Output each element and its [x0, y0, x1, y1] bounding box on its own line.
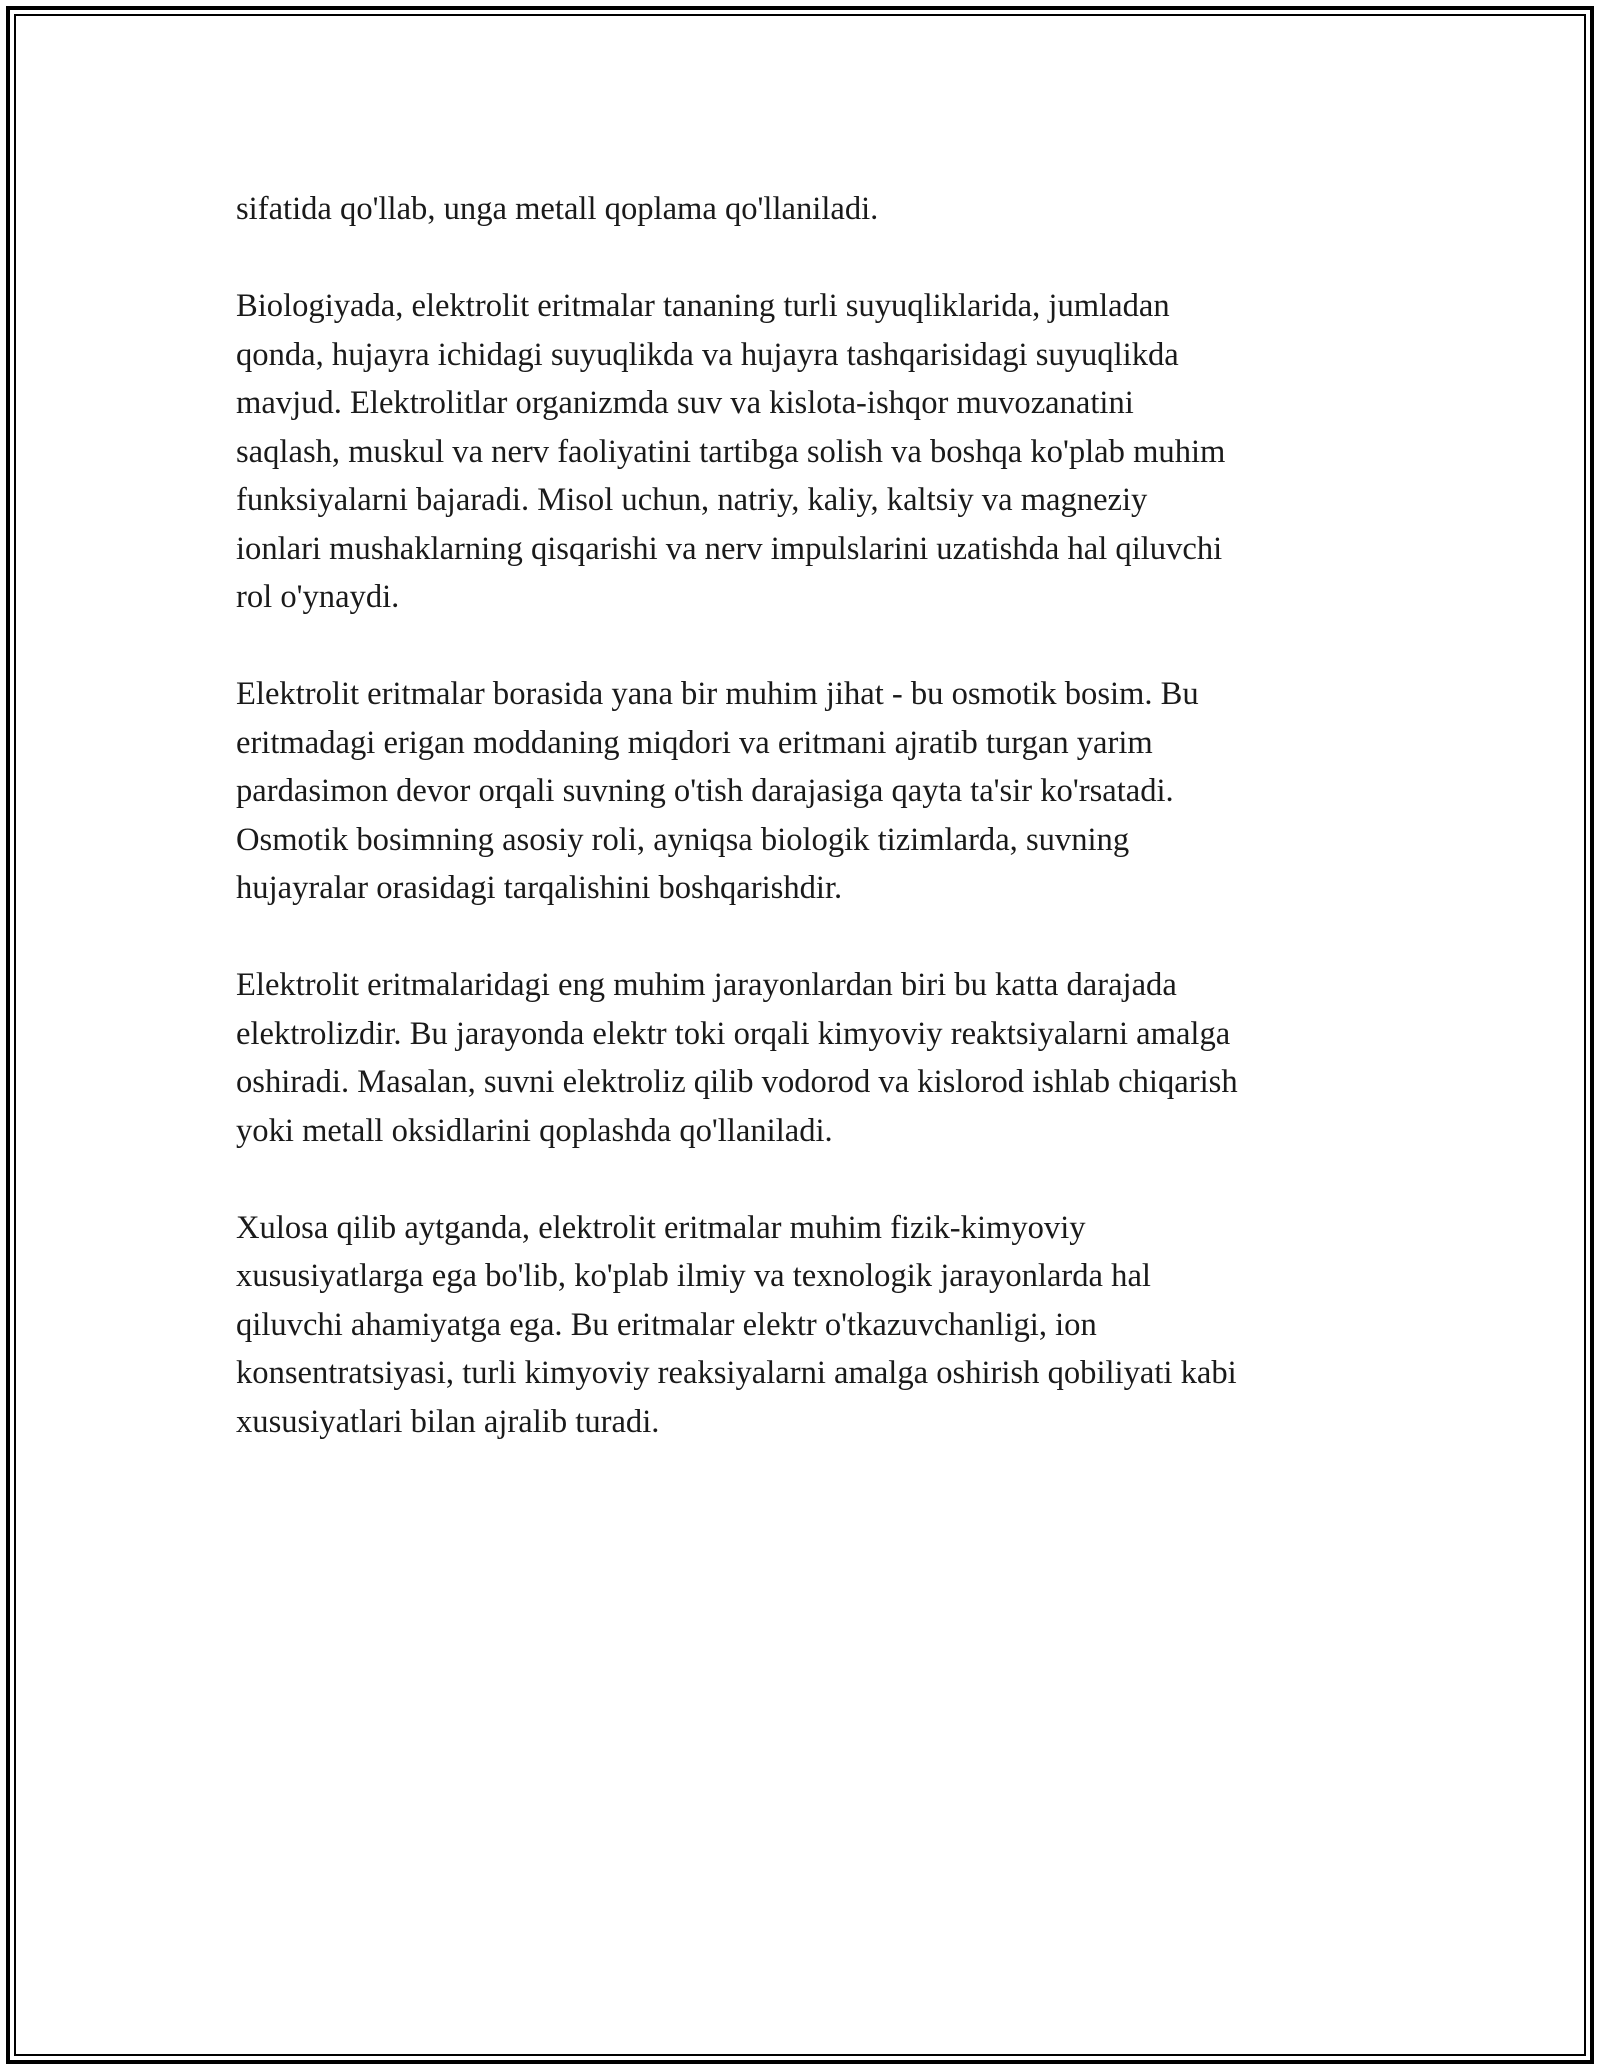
text-line: pardasimon devor orqali suvning o'tish darajasiga qayta ta'sir ko'rsatadi. [236, 773, 1174, 809]
text-line: rol o'ynaydi. [236, 579, 400, 615]
text-line: qiluvchi ahamiyatga ega. Bu eritmalar elektr o'tkazuvchanligi, ion [236, 1306, 1097, 1343]
text-line: Elektrolit eritmalaridagi eng muhim jarayonlardan biri bu katta darajada [236, 967, 1177, 1003]
text-line: saqlash, muskul va nerv faoliyatini tartibga solish va boshqa ko'plab muhim [236, 433, 1226, 470]
text-line: yoki metall oksidlarini qoplashda qo'llaniladi. [236, 1112, 833, 1149]
text-line: ionlari mushaklarning qisqarishi va nerv impulslarini uzatishda hal qiluvchi [236, 530, 1223, 567]
paragraph-2 [236, 282, 1396, 622]
document-body [236, 185, 1396, 1495]
text-line: xususiyatlari bilan ajralib turadi. [236, 1403, 660, 1440]
paragraph-1 [236, 185, 1396, 234]
text-line: Biologiyada, elektrolit eritmalar tananing turli suyuqliklarida, jumladan [236, 288, 1170, 324]
text-line: hujayralar orasidagi tarqalishini boshqarishdir. [236, 870, 843, 906]
text-line: mavjud. Elektrolitlar organizmda suv va kislota-ishqor muvozanatini [236, 385, 1134, 421]
paragraph-3 [236, 670, 1396, 913]
text-line: Osmotik bosimning asosiy roli, ayniqsa biologik tizimlarda, suvning [236, 821, 1130, 858]
text-line: qonda, hujayra ichidagi suyuqlikda va hujayra tashqarisidagi suyuqlikda [236, 336, 1179, 373]
text-line: konsentratsiyasi, turli kimyoviy reaksiyalarni amalga oshirish qobiliyati kabi [236, 1355, 1237, 1391]
text-line: oshiradi. Masalan, suvni elektroliz qilib vodorod va kislorod ishlab chiqarish [236, 1064, 1238, 1100]
paragraph-5 [236, 1204, 1396, 1447]
text-line: xususiyatlarga ega bo'lib, ko'plab ilmiy va texnologik jarayonlarda hal [236, 1258, 1151, 1294]
text-line: elektrolizdir. Bu jarayonda elektr toki orqali kimyoviy reaktsiyalarni amalga [236, 1015, 1231, 1052]
text-line: funksiyalarni bajaradi. Misol uchun, natriy, kaliy, kaltsiy va magneziy [236, 482, 1148, 518]
text-line: eritmadagi erigan moddaning miqdori va eritmani ajratib turgan yarim [236, 724, 1153, 761]
text-line: Xulosa qilib aytganda, elektrolit eritmalar muhim fizik-kimyoviy [236, 1209, 1086, 1246]
text-line: Elektrolit eritmalar borasida yana bir muhim jihat - bu osmotik bosim. Bu [236, 676, 1199, 712]
text-line: sifatida qo'llab, unga metall qoplama qo'llaniladi. [236, 191, 879, 227]
paragraph-4 [236, 961, 1396, 1155]
